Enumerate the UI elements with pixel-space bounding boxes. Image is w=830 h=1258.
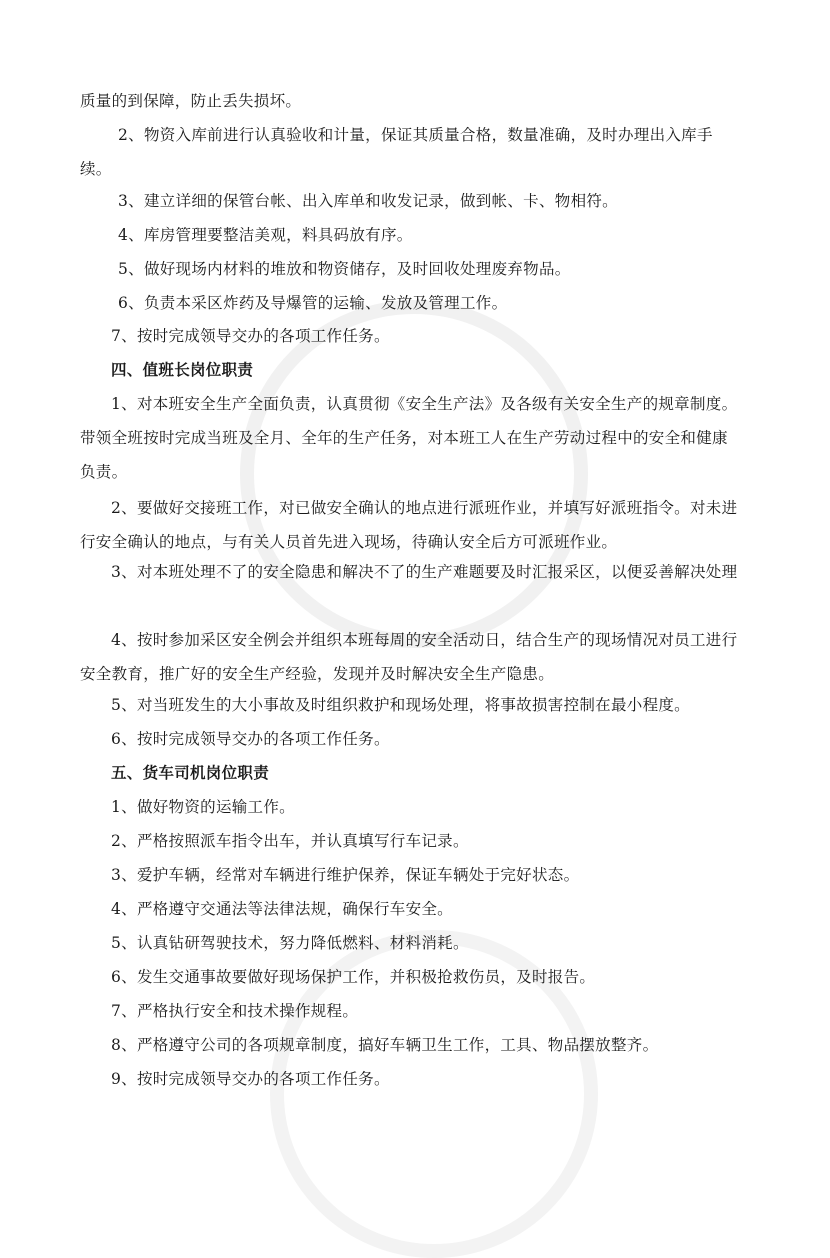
paragraph: 6、按时完成领导交办的各项工作任务。 xyxy=(111,730,390,748)
paragraph: 8、严格遵守公司的各项规章制度，搞好车辆卫生工作，工具、物品摆放整齐。 xyxy=(111,1036,659,1054)
paragraph: 3、建立详细的保管台帐、出入库单和收发记录，做到帐、卡、物相符。 xyxy=(118,192,618,210)
paragraph: 1、对本班安全生产全面负责，认真贯彻《安全生产法》及各级有关安全生产的规章制度。带领全班按时完成当班及全月、全年的生产任务，对本班工人在生产劳动过程中的安全和健康负责。 xyxy=(80,395,738,481)
paragraph: 6、负责本采区炸药及导爆管的运输、发放及管理工作。 xyxy=(118,294,508,312)
paragraph: 9、按时完成领导交办的各项工作任务。 xyxy=(111,1070,390,1088)
paragraph: 5、认真钻研驾驶技术，努力降低燃料、材料消耗。 xyxy=(111,934,469,952)
paragraph: 1、做好物资的运输工作。 xyxy=(111,798,295,816)
paragraph: 5、做好现场内材料的堆放和物资储存，及时回收处理废弃物品。 xyxy=(118,260,571,278)
paragraph: 3、对本班处理不了的安全隐患和解决不了的生产难题要及时汇报采区，以便妥善解决处理 xyxy=(111,563,738,581)
section-heading: 五、货车司机岗位职责 xyxy=(111,764,270,782)
paragraph: 4、库房管理要整洁美观，料具码放有序。 xyxy=(118,226,413,244)
paragraph: 2、物资入库前进行认真验收和计量，保证其质量合格，数量准确，及时办理出入库手续。 xyxy=(80,126,713,178)
paragraph: 2、严格按照派车指令出车，并认真填写行车记录。 xyxy=(111,832,469,850)
paragraph: 质量的到保障，防止丢失损坏。 xyxy=(80,92,302,110)
paragraph: 7、严格执行安全和技术操作规程。 xyxy=(111,1002,359,1020)
section-heading: 四、值班长岗位职责 xyxy=(111,361,254,379)
paragraph: 2、要做好交接班工作，对已做安全确认的地点进行派班作业，并填写好派班指令。对未进行安全确认的地点，与有关人员首先进入现场，待确认安全后方可派班作业。 xyxy=(80,499,738,551)
paragraph: 3、爱护车辆，经常对车辆进行维护保养，保证车辆处于完好状态。 xyxy=(111,866,580,884)
paragraph: 4、严格遵守交通法等法律法规，确保行车安全。 xyxy=(111,900,453,918)
paragraph: 5、对当班发生的大小事故及时组织救护和现场处理，将事故损害控制在最小程度。 xyxy=(111,696,690,714)
paragraph: 4、按时参加采区安全例会并组织本班每周的安全活动日，结合生产的现场情况对员工进行安全教育，推广好的安全生产经验，发现并及时解决安全生产隐患。 xyxy=(80,631,738,683)
paragraph: 7、按时完成领导交办的各项工作任务。 xyxy=(111,327,390,345)
paragraph: 6、发生交通事故要做好现场保护工作，并积极抢救伤员，及时报告。 xyxy=(111,968,596,986)
